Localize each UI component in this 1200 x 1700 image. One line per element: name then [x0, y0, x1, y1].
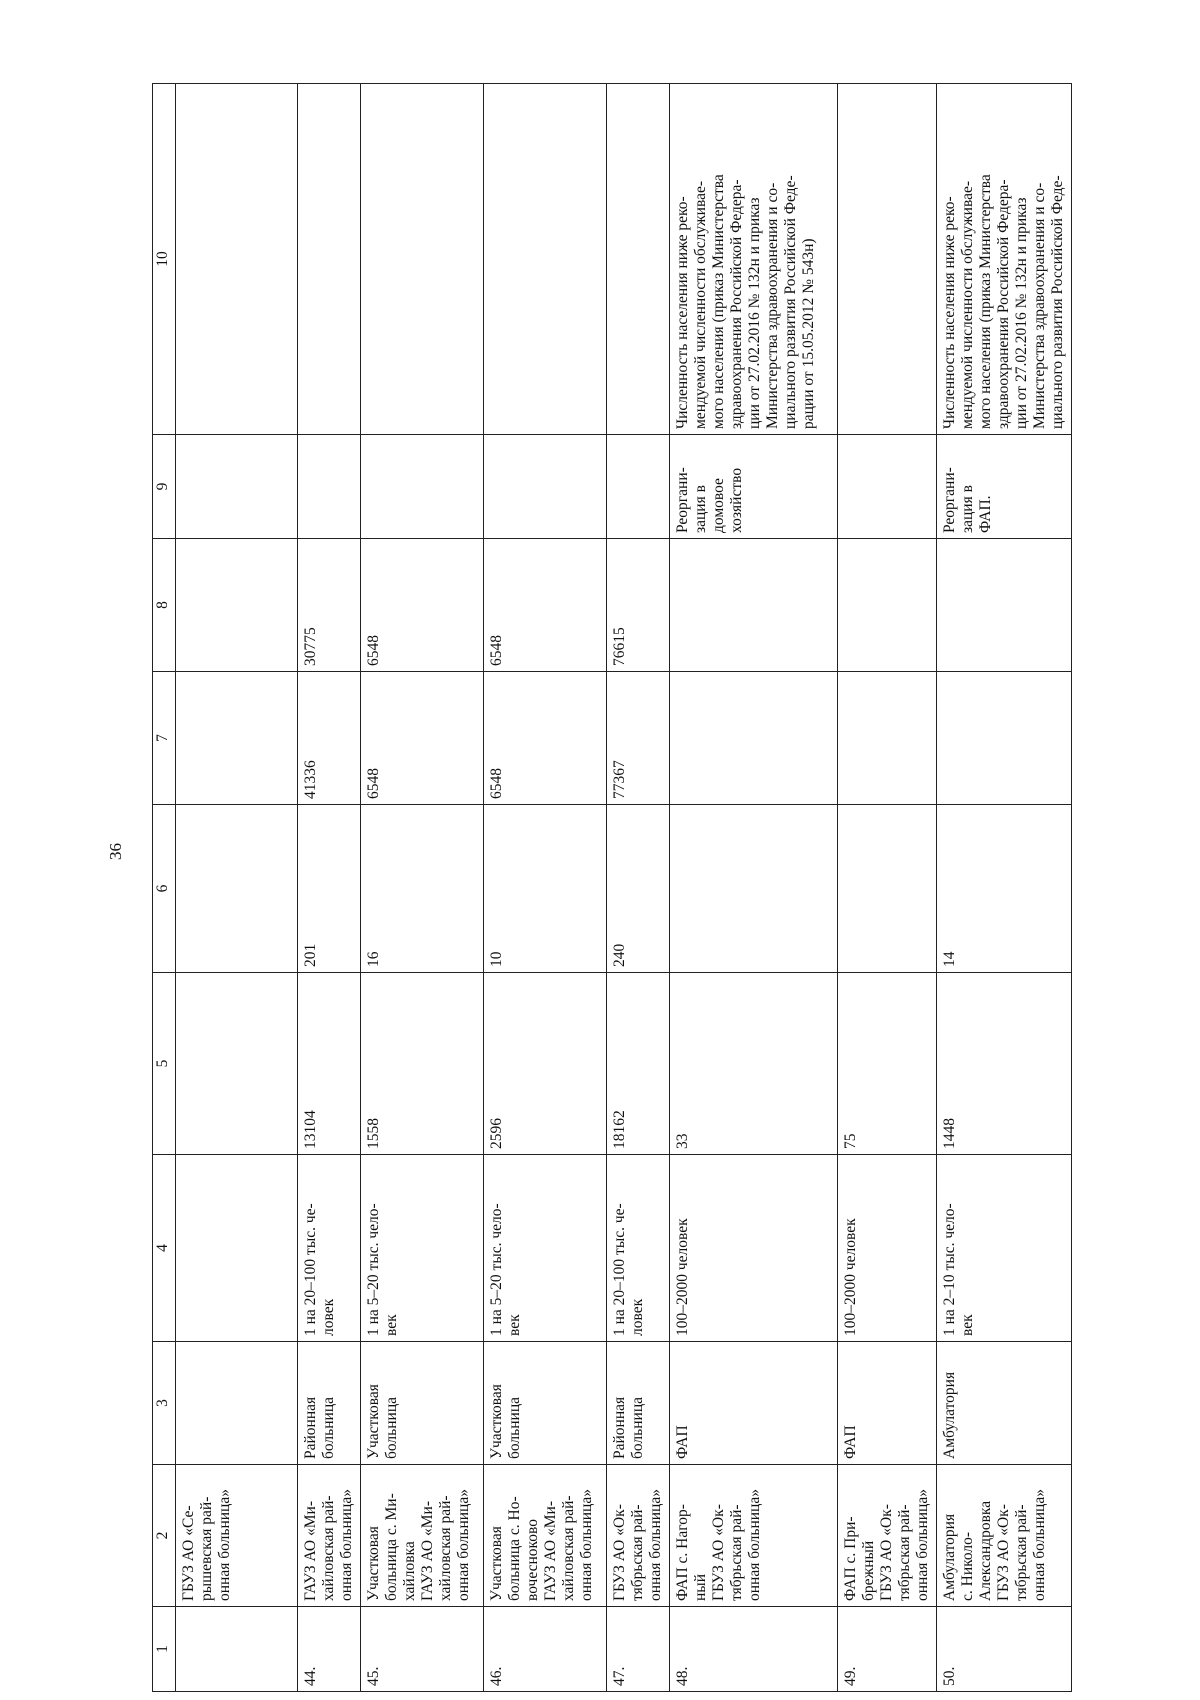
table-row [838, 84, 937, 1692]
visits-fact [838, 539, 937, 672]
population: 1558 [361, 973, 484, 1155]
norm: 1 на 5–20 тыс. чело- век [484, 1155, 607, 1342]
row-number: 48. [670, 1607, 838, 1692]
norm: 1 на 20–100 тыс. че- ловек [298, 1155, 361, 1342]
hospital-table [152, 83, 1072, 1692]
column-number: 2 [153, 1465, 176, 1607]
column-number: 4 [153, 1155, 176, 1342]
staff-count [670, 805, 838, 973]
column-number: 8 [153, 539, 176, 672]
norm: 1 на 5–20 тыс. чело- век [361, 1155, 484, 1342]
visits-plan [176, 672, 298, 805]
visits-fact: 30775 [298, 539, 361, 672]
population: 13104 [298, 973, 361, 1155]
table-row [607, 84, 670, 1692]
action [176, 435, 298, 539]
norm: 1 на 20–100 тыс. че- ловек [607, 1155, 670, 1342]
row-number: 49. [838, 1607, 937, 1692]
action: Реоргани- зация в домовое хозяйство [670, 435, 838, 539]
norm: 1 на 2–10 тыс. чело- век [937, 1155, 1072, 1342]
action [838, 435, 937, 539]
column-number: 6 [153, 805, 176, 973]
institution-type: Районная больница [298, 1342, 361, 1465]
table-row [484, 84, 607, 1692]
visits-plan: 41336 [298, 672, 361, 805]
institution-type: ФАП [838, 1342, 937, 1465]
staff-count: 201 [298, 805, 361, 973]
table-row [298, 84, 361, 1692]
staff-count: 14 [937, 805, 1072, 973]
visits-plan: 6548 [484, 672, 607, 805]
row-number: 44. [298, 1607, 361, 1692]
norm: 100–2000 человек [838, 1155, 937, 1342]
staff-count: 16 [361, 805, 484, 973]
norm [176, 1155, 298, 1342]
staff-count: 240 [607, 805, 670, 973]
table-row [670, 84, 838, 1692]
visits-fact [176, 539, 298, 672]
visits-fact: 76615 [607, 539, 670, 672]
institution-type [176, 1342, 298, 1465]
action [484, 435, 607, 539]
column-number: 7 [153, 672, 176, 805]
column-number: 9 [153, 435, 176, 539]
note [838, 84, 937, 435]
institution-type: Районная больница [607, 1342, 670, 1465]
visits-fact: 6548 [361, 539, 484, 672]
action [298, 435, 361, 539]
visits-plan [670, 672, 838, 805]
visits-fact [937, 539, 1072, 672]
row-number [176, 1607, 298, 1692]
population: 1448 [937, 973, 1072, 1155]
row-number: 50. [937, 1607, 1072, 1692]
institution-name: ФАП с. Нагор- ный ГБУЗ АО «Ок- тябрьская рай- онная больница» [670, 1465, 838, 1607]
staff-count [838, 805, 937, 973]
note [361, 84, 484, 435]
institution-type: Участковая больница [484, 1342, 607, 1465]
institution-name: Амбулатория с. Николо- Александровка ГБУЗ АО «Ок- тябрьская рай- онная больница» [937, 1465, 1072, 1607]
institution-name: Участковая больница с. Но- вочесноково ГАУЗ АО «Ми- хайловская рай- онная больница» [484, 1465, 607, 1607]
action [361, 435, 484, 539]
visits-plan [937, 672, 1072, 805]
visits-fact [670, 539, 838, 672]
institution-name: ФАП с. При- брежный ГБУЗ АО «Ок- тябрьская рай- онная больница» [838, 1465, 937, 1607]
note [176, 84, 298, 435]
table-row [176, 84, 298, 1692]
staff-count: 10 [484, 805, 607, 973]
note: Численность населения ниже реко- мендуемой численности обслуживае- мого населения (приказ Министерства здравоохранения Российской Федера- ции от 27.02.2016 № 132н и приказ Министерства здравоохранения и со- циального развития Российской Феде- рации от 15.05.2012 № 543н) [670, 84, 838, 435]
institution-name: ГБУЗ АО «Ок- тябрьская рай- онная больница» [607, 1465, 670, 1607]
visits-plan [838, 672, 937, 805]
column-number: 3 [153, 1342, 176, 1465]
row-number: 47. [607, 1607, 670, 1692]
note [607, 84, 670, 435]
row-number: 46. [484, 1607, 607, 1692]
rotated-table-container [152, 84, 1066, 1692]
note: Численность населения ниже реко- мендуемой численности обслуживае- мого населения (приказ Министерства здравоохранения Российской Федера- ции от 27.02.2016 № 132н и приказ Министерства здравоохранения и со- циального развития Российской Феде- [937, 84, 1072, 435]
note [484, 84, 607, 435]
population [176, 973, 298, 1155]
action: Реоргани- зация в ФАП. [937, 435, 1072, 539]
row-number: 45. [361, 1607, 484, 1692]
column-number-row [153, 84, 176, 1692]
population: 75 [838, 973, 937, 1155]
visits-plan: 6548 [361, 672, 484, 805]
note [298, 84, 361, 435]
population: 33 [670, 973, 838, 1155]
institution-type: ФАП [670, 1342, 838, 1465]
institution-name: ГАУЗ АО «Ми- хайловская рай- онная больница» [298, 1465, 361, 1607]
visits-fact: 6548 [484, 539, 607, 672]
population: 18162 [607, 973, 670, 1155]
population: 2596 [484, 973, 607, 1155]
institution-name: Участковая больница с. Ми- хайловка ГАУЗ АО «Ми- хайловская рай- онная больница» [361, 1465, 484, 1607]
table-row [937, 84, 1072, 1692]
table-row [361, 84, 484, 1692]
institution-name: ГБУЗ АО «Се- рышевская рай- онная больница» [176, 1465, 298, 1607]
norm: 100–2000 человек [670, 1155, 838, 1342]
column-number: 1 [153, 1607, 176, 1692]
column-number: 10 [153, 84, 176, 435]
page-number: 36 [106, 843, 125, 860]
institution-type: Амбулатория [937, 1342, 1072, 1465]
visits-plan: 77367 [607, 672, 670, 805]
institution-type: Участковая больница [361, 1342, 484, 1465]
action [607, 435, 670, 539]
staff-count [176, 805, 298, 973]
column-number: 5 [153, 973, 176, 1155]
